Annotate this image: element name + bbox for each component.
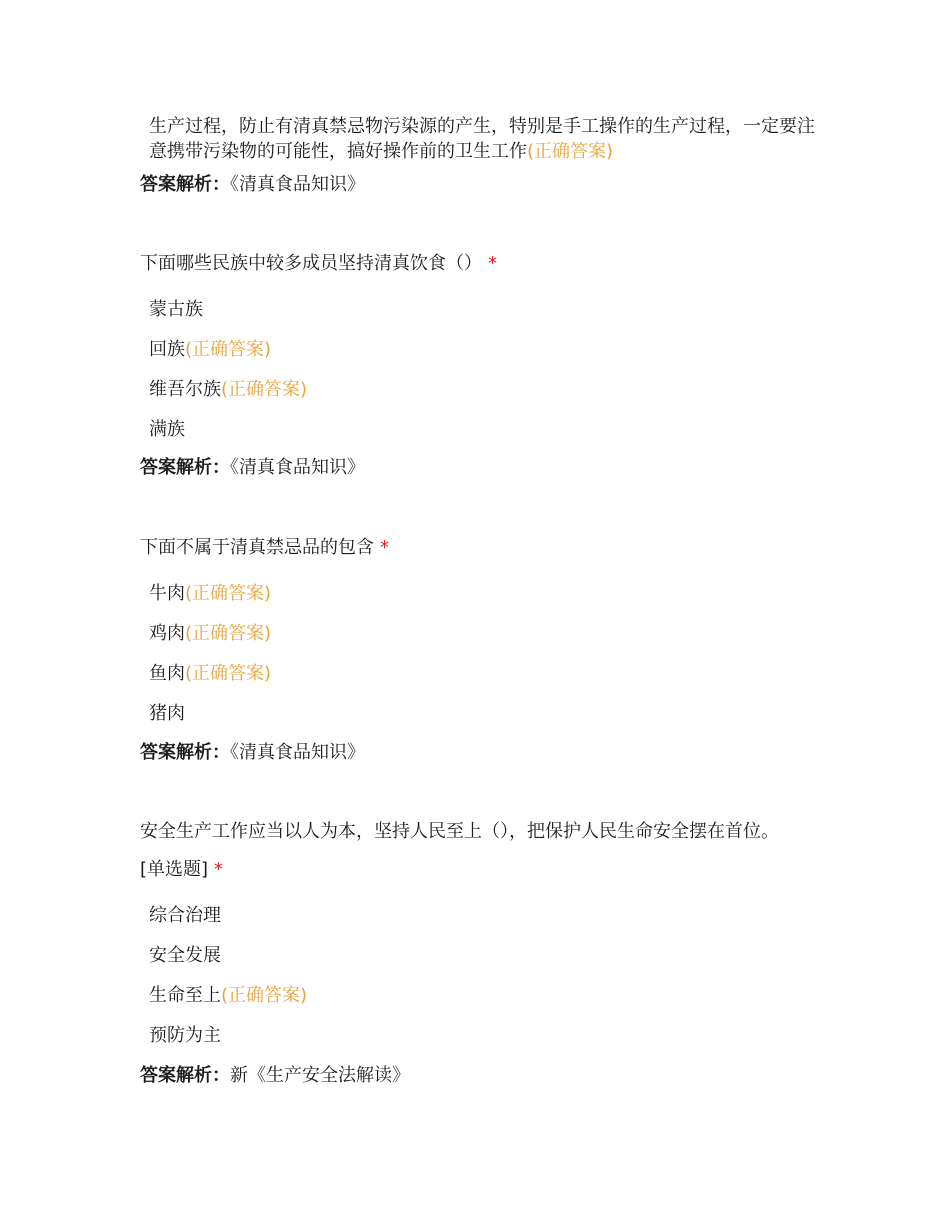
explanation-text: 《清真食品知识》 <box>230 457 365 478</box>
question-title <box>140 819 820 882</box>
option-text: 生产过程，防止有清真禁忌物污染源的产生，特别是手工操作的生产过程，一定要注意携带污染物的可能性，搞好操作前的卫生工作 <box>149 116 815 162</box>
question-title <box>140 535 820 560</box>
answer-explanation <box>140 172 365 197</box>
option-item <box>149 581 271 606</box>
option-text: 安全发展 <box>149 945 221 966</box>
required-marker: * <box>488 253 497 274</box>
option-text: 满族 <box>149 419 185 440</box>
option-item <box>149 661 271 686</box>
option-item <box>149 1023 221 1048</box>
answer-explanation <box>140 740 365 765</box>
option-item <box>149 417 185 442</box>
option-text: 牛肉 <box>149 583 185 604</box>
explanation-label: 答案解析： <box>140 174 230 195</box>
question-text: 下面不属于清真禁忌品的包含 <box>140 537 374 558</box>
explanation-text: 新《生产安全法解读》 <box>230 1065 410 1086</box>
explanation-text: 《清真食品知识》 <box>230 742 365 763</box>
option-text: 回族 <box>149 339 185 360</box>
option-item <box>149 297 203 322</box>
question-text: 安全生产工作应当以人为本，坚持人民至上（），把保护人民生命安全摆在首位。 <box>140 821 779 842</box>
option-text: 综合治理 <box>149 905 221 926</box>
option-text: 生命至上 <box>149 985 221 1006</box>
correct-answer-tag: (正确答案) <box>185 663 272 684</box>
option-item <box>149 983 307 1008</box>
question-type: [单选题] <box>140 859 209 880</box>
question-title <box>140 251 820 276</box>
question-text: 下面哪些民族中较多成员坚持清真饮食（） <box>140 253 482 274</box>
explanation-label: 答案解析： <box>140 457 230 478</box>
option-text: 预防为主 <box>149 1025 221 1046</box>
answer-explanation <box>140 455 365 480</box>
required-marker: * <box>380 537 389 558</box>
answer-explanation <box>140 1063 410 1088</box>
option-item <box>149 621 271 646</box>
correct-answer-tag: (正确答案) <box>221 379 308 400</box>
explanation-text: 《清真食品知识》 <box>230 174 365 195</box>
required-marker: * <box>214 859 224 880</box>
correct-answer-tag: (正确答案) <box>185 583 272 604</box>
option-text: 维吾尔族 <box>149 379 221 400</box>
option-item <box>149 114 819 164</box>
option-item <box>149 943 221 968</box>
option-item <box>149 337 271 362</box>
correct-answer-tag: (正确答案) <box>185 339 272 360</box>
option-text: 鱼肉 <box>149 663 185 684</box>
correct-answer-tag: (正确答案) <box>185 623 272 644</box>
correct-answer-tag: (正确答案) <box>527 141 614 162</box>
option-item <box>149 377 307 402</box>
explanation-label: 答案解析： <box>140 742 230 763</box>
option-text: 猪肉 <box>149 703 185 724</box>
option-item <box>149 701 185 726</box>
question-type-line <box>140 857 820 882</box>
explanation-label: 答案解析： <box>140 1065 230 1086</box>
correct-answer-tag: (正确答案) <box>221 985 308 1006</box>
option-item <box>149 903 221 928</box>
option-text: 鸡肉 <box>149 623 185 644</box>
option-text: 蒙古族 <box>149 299 203 320</box>
